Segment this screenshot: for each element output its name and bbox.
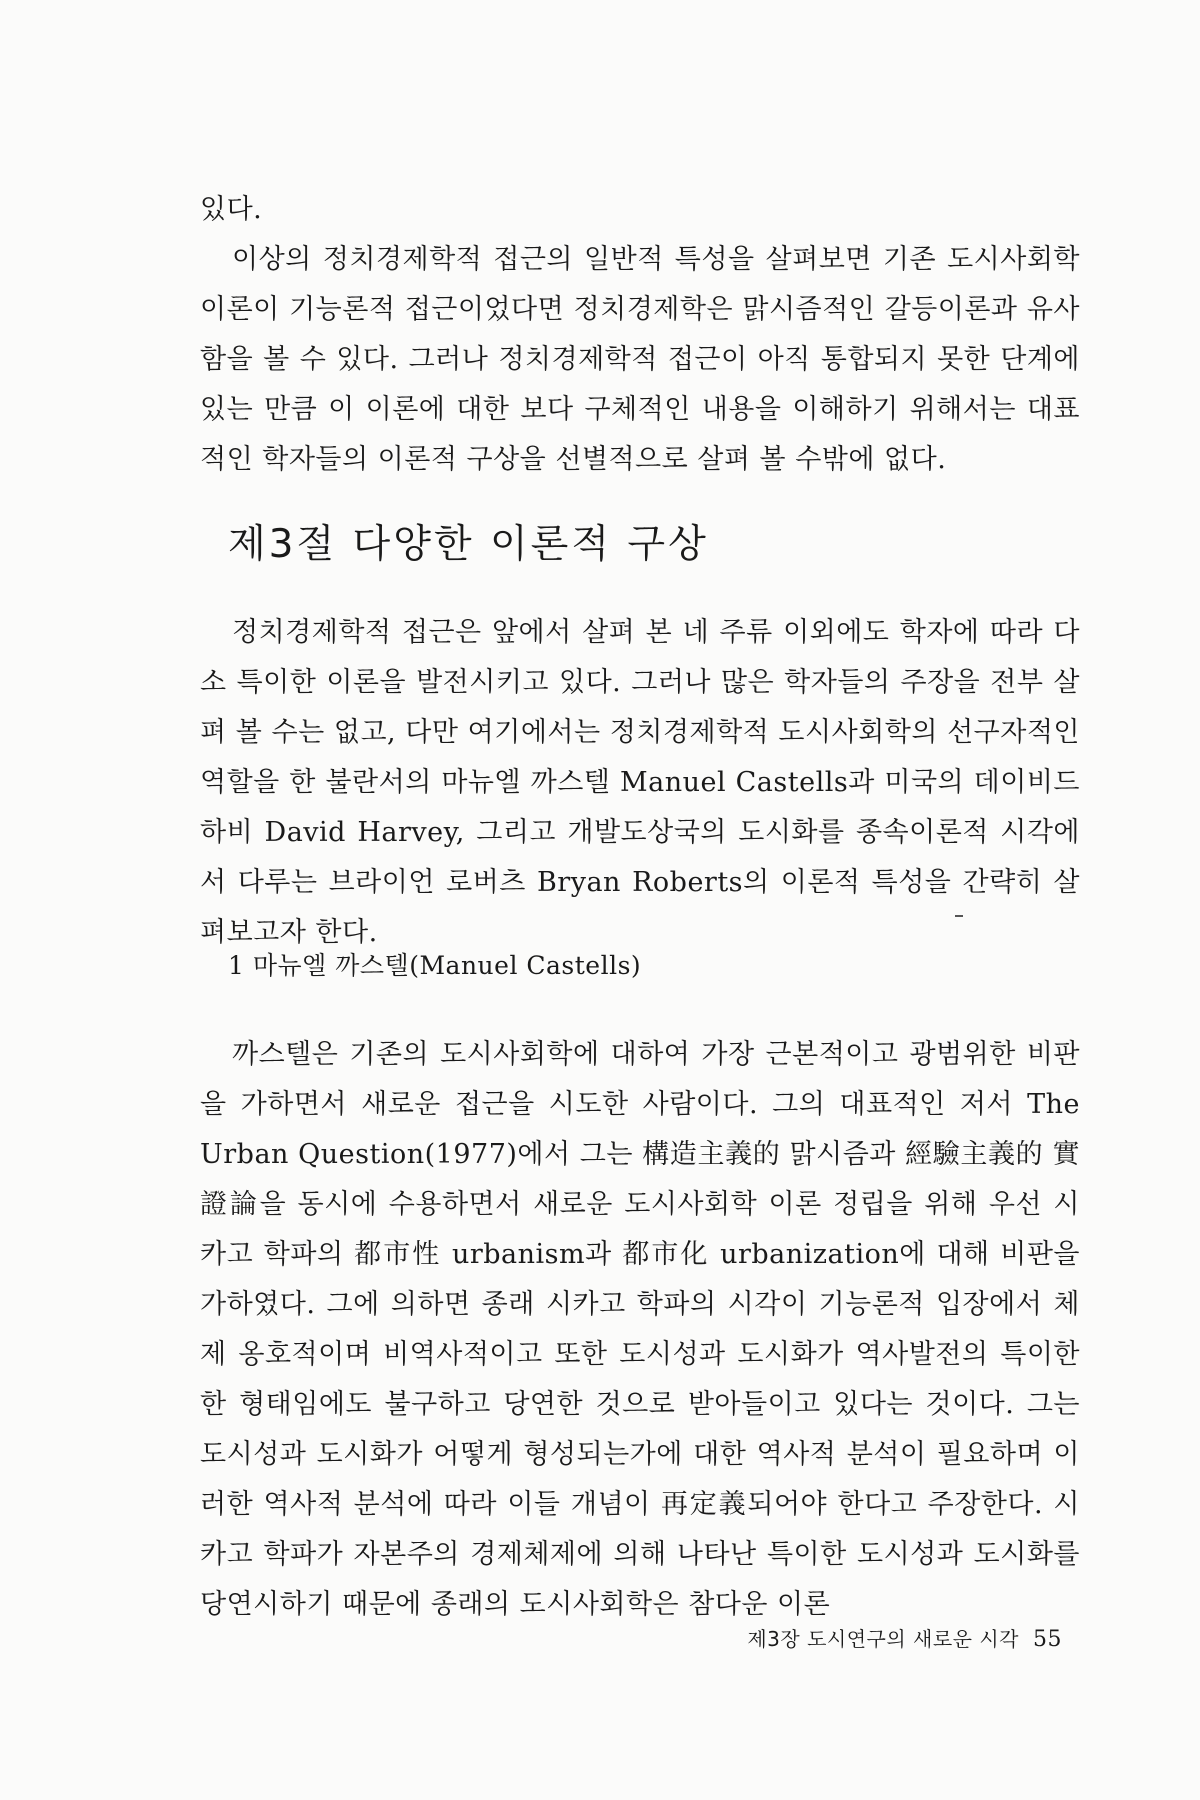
continued-paragraph: 있다. <box>200 194 263 225</box>
chapter-title: 제3장 도시연구의 새로운 시각 <box>747 1627 1019 1651</box>
section-intro-block <box>200 608 1080 958</box>
scan-artifact-mark <box>955 915 963 917</box>
castells-text-block <box>200 1030 1080 1630</box>
running-footer <box>747 1623 1062 1652</box>
continued-text-block <box>200 185 1080 485</box>
summary-paragraph: 이상의 정치경제학적 접근의 일반적 특성을 살펴보면 기존 도시사회학 이론이 기능론적 접근이었다면 정치경제학은 맑시즘적인 갈등이론과 유사함을 볼 수 있다. 그러나 정치경제학적 접근이 아직 통합되지 못한 단계에 있는 만큼 이 이론에 대한 보다 구체적인 내용을 이해하기 위해서는 대표적인 학자들의 이론적 구상을 선별적으로 살펴 볼 수밖에 없다. <box>200 244 1080 475</box>
subsection-heading: 1 마뉴엘 까스텔(Manuel Castells) <box>228 951 642 980</box>
section-heading: 제3절 다양한 이론적 구상 <box>228 522 709 567</box>
page-number: 55 <box>1033 1627 1062 1652</box>
section-intro-paragraph: 정치경제학적 접근은 앞에서 살펴 본 네 주류 이외에도 학자에 따라 다소 특이한 이론을 발전시키고 있다. 그러나 많은 학자들의 주장을 전부 살펴 볼 수는 없고, 다만 여기에서는 정치경제학적 도시사회학의 선구자적인 역할을 한 불란서의 마뉴엘 까스텔 Manuel Castells과 미국의 데이비드 하비 David Harvey, 그리고 개발도상국의 도시화를 종속이론적 시각에서 다루는 브라이언 로버츠 Bryan Roberts의 이론적 특성을 간략히 살펴보고자 한다. <box>200 617 1080 948</box>
castells-paragraph: 까스텔은 기존의 도시사회학에 대하여 가장 근본적이고 광범위한 비판을 가하면서 새로운 접근을 시도한 사람이다. 그의 대표적인 저서 The Urban Question(1977)에서 그는 構造主義的 맑시즘과 經驗主義的 實證論을 동시에 수용하면서 새로운 도시사회학 이론 정립을 위해 우선 시카고 학파의 都市性 urbanism과 都市化 urbanization에 대해 비판을 가하였다. 그에 의하면 종래 시카고 학파의 시각이 기능론적 입장에서 체제 옹호적이며 비역사적이고 또한 도시성과 도시화가 역사발전의 특이한 한 형태임에도 불구하고 당연한 것으로 받아들이고 있다는 것이다. 그는 도시성과 도시화가 어떻게 형성되는가에 대한 역사적 분석이 필요하며 이러한 역사적 분석에 따라 이들 개념이 再定義되어야 한다고 주장한다. 시카고 학파가 자본주의 경제체제에 의해 나타난 특이한 도시성과 도시화를 당연시하기 때문에 종래의 도시사회학은 참다운 이론 <box>200 1039 1080 1620</box>
